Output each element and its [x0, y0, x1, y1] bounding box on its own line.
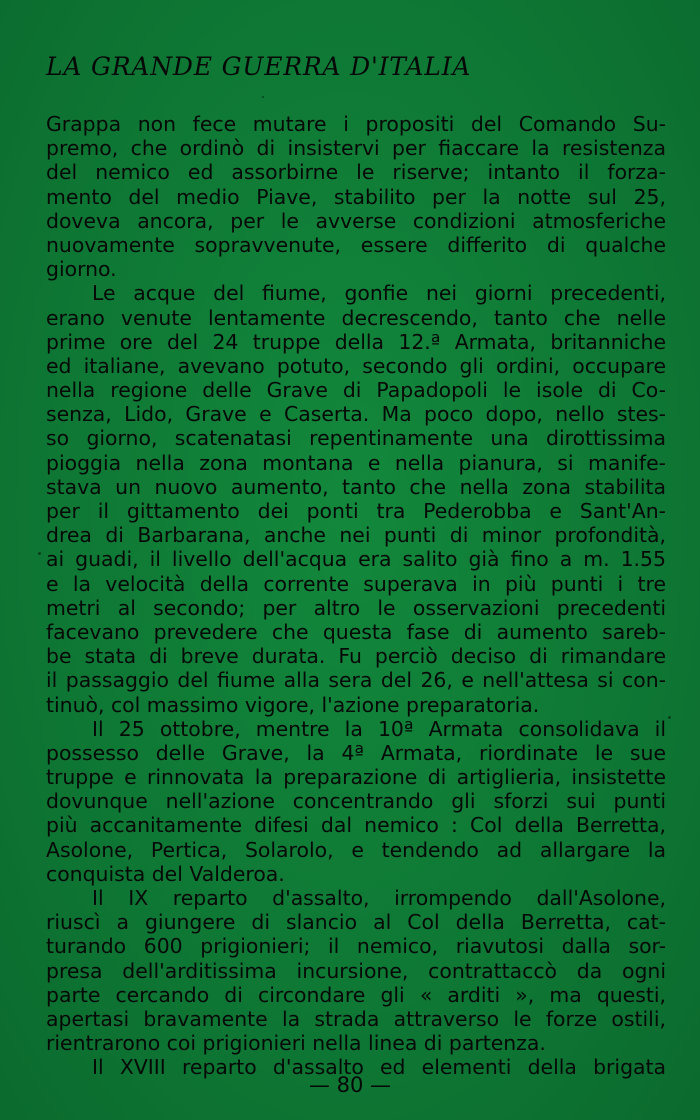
text-line: stava un nuovo aumento, tanto che nella zona stabilita [46, 474, 666, 499]
text-line: per il gittamento dei ponti tra Pederobba e Sant'An- [46, 499, 666, 523]
text-line: più accanitamente difesi dal nemico : Col della Berretta, [46, 813, 666, 838]
text-line: Il 25 ottobre, mentre la 10ª Armata consolidava il [92, 716, 666, 741]
text-line: Grappa non fece mutare i propositi del Comando Su- [46, 112, 666, 136]
text-line: rientrarono coi prigionieri nella linea di partenza. [46, 1031, 546, 1056]
text-line: prime ore del 24 truppe della 12.ª Armata, britanniche [46, 329, 666, 354]
print-speck [668, 716, 671, 719]
text-line: parte cercando di circondare gli « arditi », ma questi, [46, 982, 666, 1007]
text-line: conquista del Valderoa. [46, 861, 285, 886]
text-line: pioggia nella zona montana e nella pianura, si manife- [46, 450, 666, 475]
text-line: ai guadi, il livello dell'acqua era salito già fino a m. 1.55 [46, 547, 666, 572]
paragraph [46, 886, 666, 1055]
print-speck [38, 552, 41, 555]
text-line: Le acque del fiume, gonfie nei giorni precedenti, [92, 281, 666, 306]
text-line: presa dell'arditissima incursione, contrattaccò da ogni [46, 958, 666, 983]
page-number: — 80 — [308, 1073, 392, 1097]
text-line: del nemico ed assorbirne le riserve; intanto il forza- [46, 160, 666, 185]
text-line: erano venute lentamente decrescendo, tanto che nelle [46, 305, 666, 330]
text-line: so giorno, scatenatasi repentinamente una dirottissima [46, 426, 666, 451]
text-line: truppe e rinnovata la preparazione di artiglieria, insistette [46, 765, 666, 790]
text-line: turando 600 prigionieri; il nemico, riavutosi dalla sor- [46, 934, 666, 959]
text-line: facevano prevedere che questa fase di aumento sareb- [46, 619, 666, 644]
text-line: Asolone, Pertica, Solarolo, e tendendo ad allargare la [46, 837, 666, 862]
text-line: be stata di breve durata. Fu perciò deciso di rimandare [46, 644, 666, 669]
print-speck [262, 96, 264, 98]
paragraph [46, 281, 666, 716]
text-line: metri al secondo; per altro le osservazioni precedenti [46, 595, 666, 620]
text-line: Il IX reparto d'assalto, irrompendo dall'Asolone, [92, 886, 666, 910]
text-line: riuscì a giungere di slancio al Col della Berretta, cat- [46, 910, 666, 935]
body-text [46, 112, 666, 1080]
running-header: LA GRANDE GUERRA D'ITALIA [46, 52, 472, 81]
text-line: tinuò, col massimo vigore, l'azione preparatoria. [46, 692, 540, 717]
text-line: nella regione delle Grave di Papadopoli le isole di Co- [46, 378, 666, 403]
text-line: possesso delle Grave, la 4ª Armata, riordinate le sue [46, 740, 666, 765]
text-line: doveva ancora, per le avverse condizioni atmosferiche [46, 208, 666, 233]
text-line: mento del medio Piave, stabilito per la notte sul 25, [46, 184, 666, 209]
text-line: senza, Lido, Grave e Caserta. Ma poco dopo, nello stes- [46, 402, 666, 427]
paragraph [46, 717, 666, 886]
text-line: drea di Barbarana, anche nei punti di minor profondità, [46, 523, 666, 548]
text-line: premo, che ordinò di insistervi per fiaccare la resistenza [46, 136, 666, 161]
text-line: nuovamente sopravvenute, essere differito di qualche [46, 232, 666, 257]
text-line: ed italiane, avevano potuto, secondo gli ordini, occupare [46, 353, 666, 378]
paragraph [46, 112, 666, 281]
text-line: giorno. [46, 257, 117, 282]
text-line: il passaggio del fiume alla sera del 26, e nell'attesa si con- [46, 668, 666, 693]
text-line: e la velocità della corrente superava in più punti i tre [46, 571, 666, 596]
text-line: dovunque nell'azione concentrando gli sforzi sui punti [46, 789, 666, 814]
text-line: Il XVIII reparto d'assalto ed elementi della brigata [92, 1055, 666, 1080]
text-line: apertasi bravamente la strada attraverso le forze ostili, [46, 1006, 666, 1031]
